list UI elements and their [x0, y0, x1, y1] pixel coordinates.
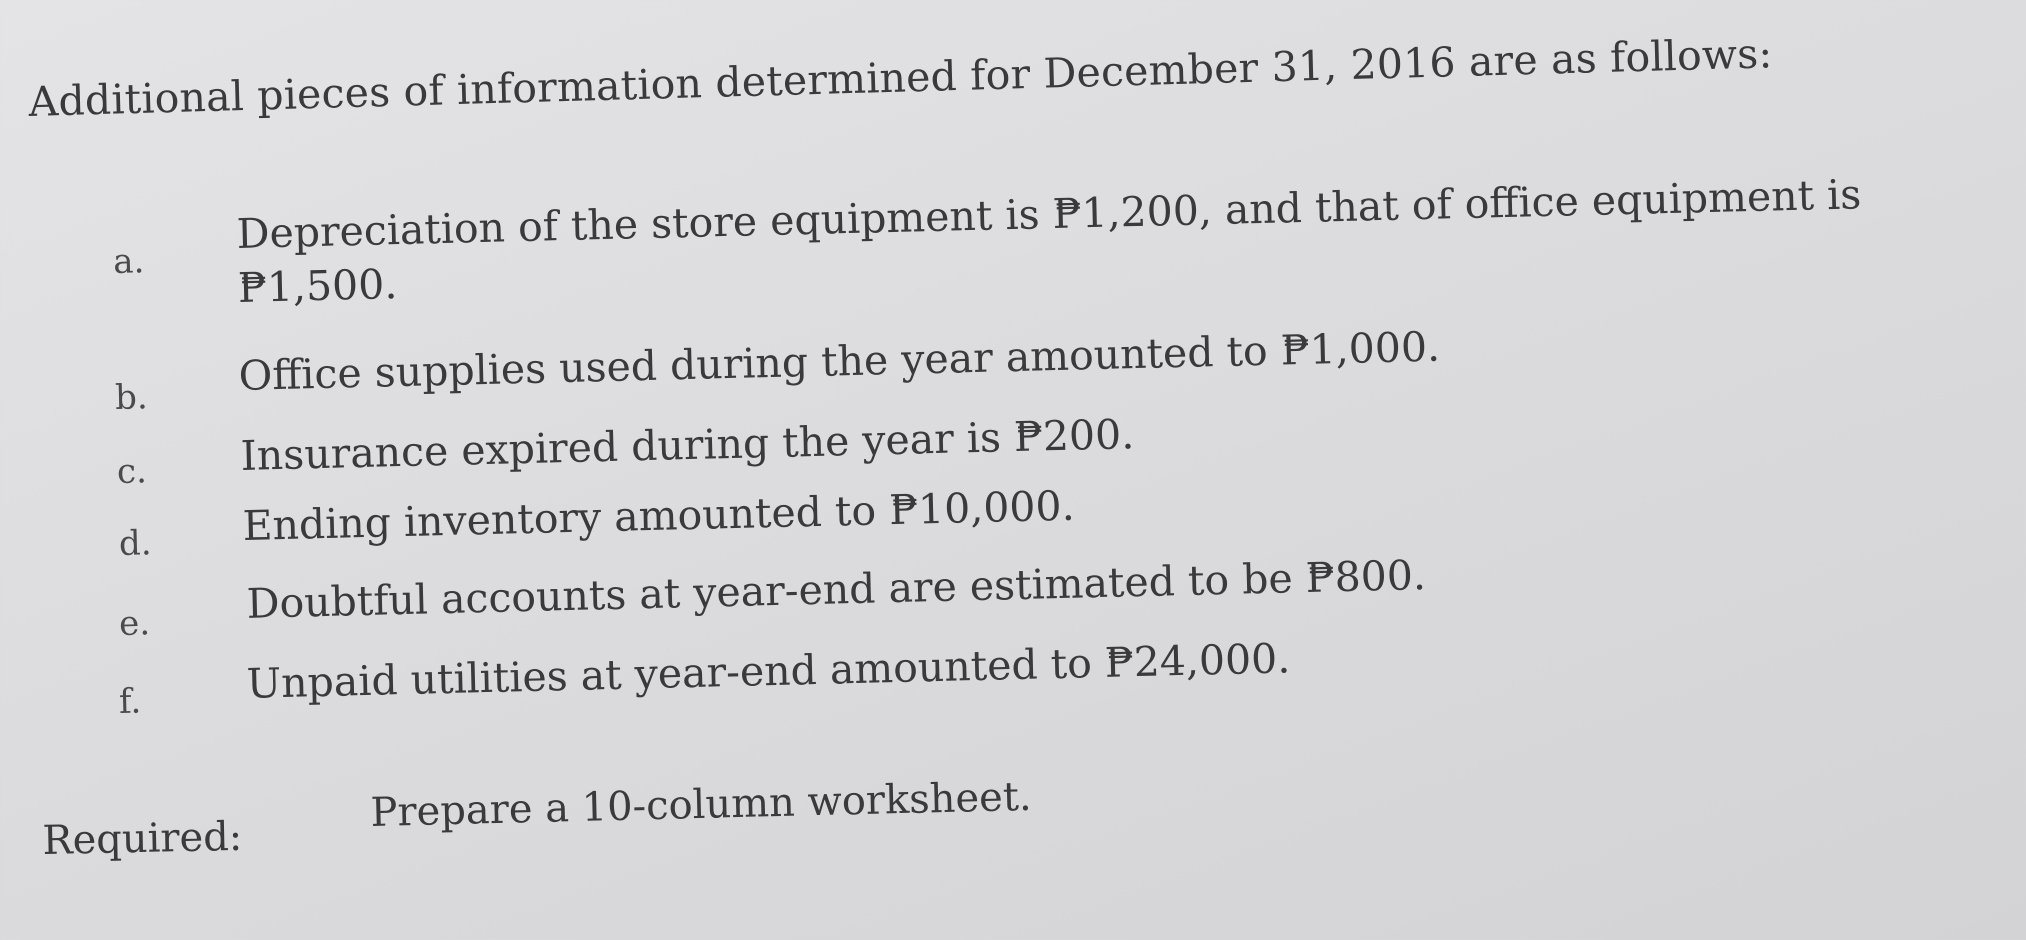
- required-instruction: Prepare a 10-column worksheet.: [370, 773, 1033, 836]
- document-heading: Additional pieces of information determined for December 31, 2016 are as follows:: [28, 29, 1774, 126]
- list-item-text: Office supplies used during the year amounted to ₱1,000.: [238, 322, 1441, 400]
- list-item-letter: e.: [118, 603, 151, 644]
- list-item-text: Unpaid utilities at year-end amounted to ₱24,000.: [246, 634, 1291, 708]
- list-item-text: Doubtful accounts at year-end are estimated to be ₱800.: [246, 551, 1427, 628]
- list-item-letter: d.: [118, 523, 153, 564]
- list-item-text: Ending inventory amounted to ₱10,000.: [242, 481, 1076, 550]
- list-item-text: Depreciation of the store equipment is ₱1,200, and that of office equipment is ₱1,500.: [236, 170, 1862, 312]
- required-label: Required:: [42, 813, 243, 864]
- list-item-letter: b.: [114, 377, 149, 418]
- list-item-text: Insurance expired during the year is ₱200.: [240, 410, 1135, 480]
- list-item-letter: a.: [112, 241, 145, 282]
- list-item-letter: c.: [116, 451, 148, 492]
- list-item-letter: f.: [118, 681, 142, 722]
- list-item-a: [112, 161, 2026, 312]
